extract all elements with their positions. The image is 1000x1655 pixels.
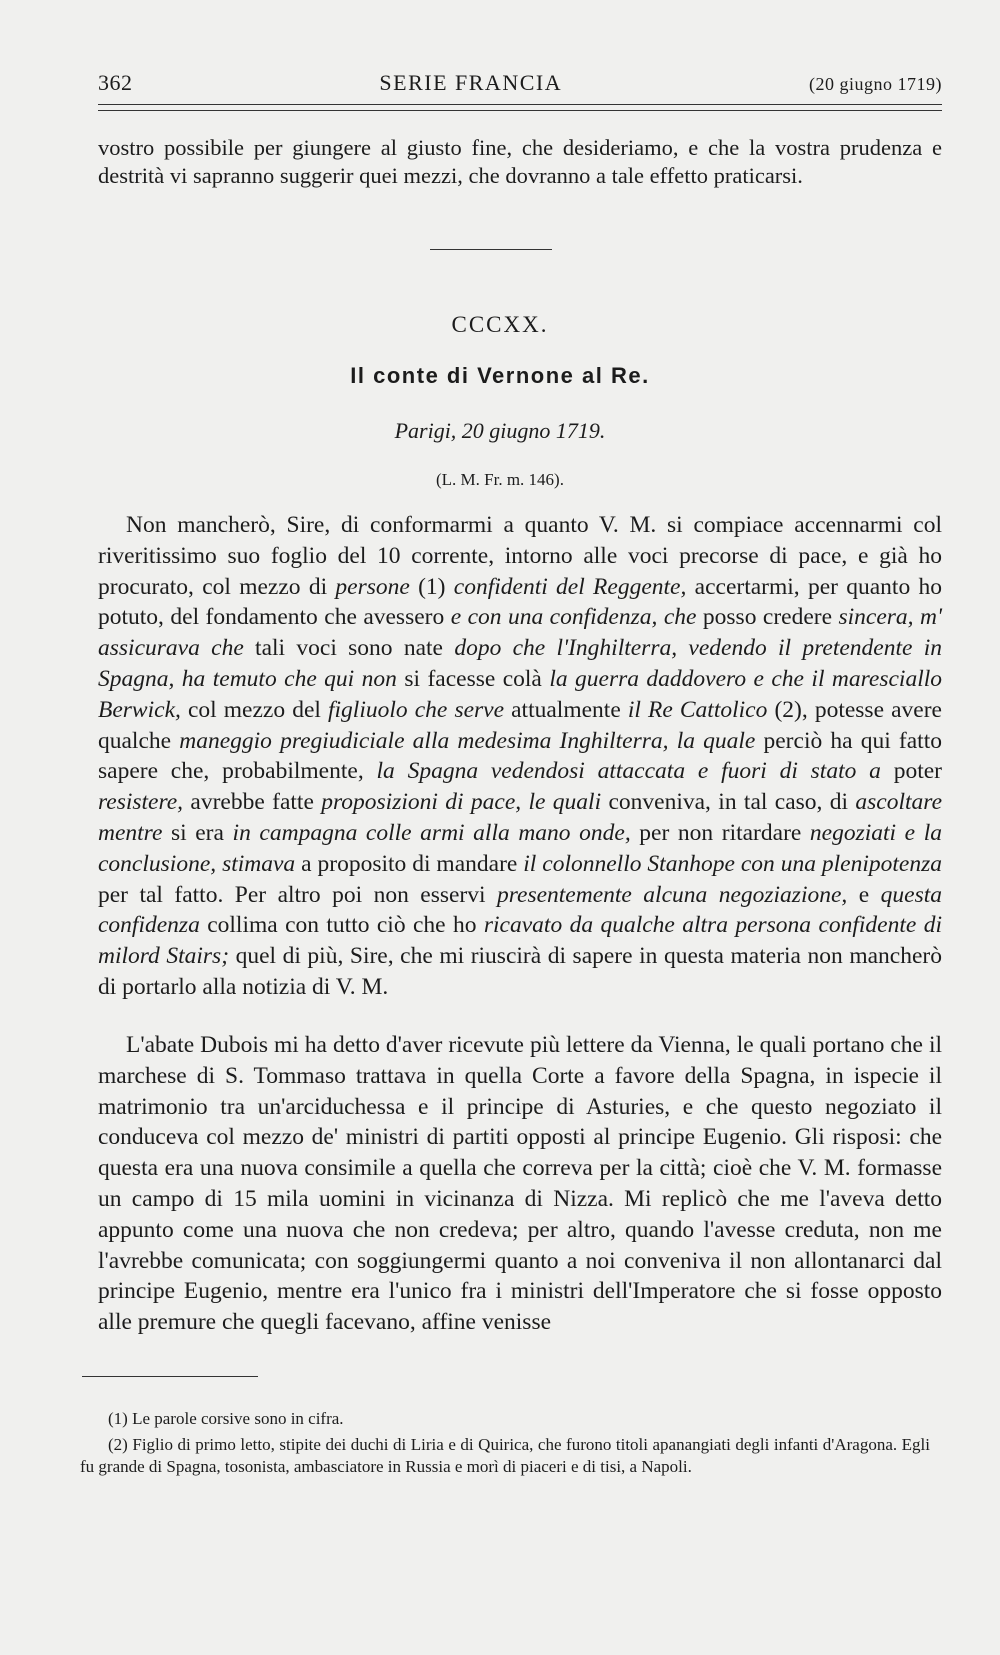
italic-cipher-run: la Spagna vedendosi attaccata e fuori di stato a — [376, 758, 881, 785]
text-run: avrebbe fatte — [183, 789, 322, 816]
italic-cipher-run: ricavato da qualche altra persona confidente di milord Stairs; — [98, 912, 942, 970]
text-run: col mezzo del — [180, 696, 328, 723]
italic-cipher-run: maneggio pregiudiciale alla medesima Inghilterra, la quale — [179, 727, 756, 754]
text-run: poter — [880, 758, 943, 785]
text-run: tali voci sono nate — [243, 635, 455, 662]
text-run: conveniva, in tal caso, di — [601, 789, 856, 816]
running-head — [98, 70, 942, 100]
footnote-mark: (2) — [108, 1435, 128, 1454]
letter-number: CCCXX. — [451, 312, 549, 337]
text-run: Non mancherò, Sire, di conformarmi a quanto V. M. si compiace accennarmi col riveritissimo suo foglio del 10 corrente, intorno alle voci precorse di pace, e già ho procurato, col mezzo di — [98, 512, 942, 600]
letter-paragraph-1 — [98, 510, 942, 1003]
continuation-paragraph: vostro possibile per giungere al giusto fine, che desideriamo, e che la vostra prudenza e destrità vi sapranno suggerir quei mezzi, che dovranno a tale effetto praticarsi. — [98, 135, 942, 188]
italic-cipher-run: proposizioni di pace, le quali — [321, 789, 602, 816]
running-head-date: (20 giugno 1719) — [809, 74, 942, 94]
italic-cipher-run: confidenti del Reggente, — [453, 573, 687, 600]
italic-cipher-run: questa confidenza — [98, 881, 942, 939]
italic-cipher-run: la guerra daddovero e che il maresciallo Berwick, — [98, 665, 942, 723]
text-run: si era — [162, 819, 233, 846]
footnote-1 — [80, 1408, 930, 1430]
text-run: attualmente — [504, 696, 628, 723]
italic-cipher-run: il colonnello Stanhope con una plenipotenza — [523, 850, 942, 877]
letter-paragraph-2: L'abate Dubois mi ha detto d'aver ricevute più lettere da Vienna, le quali portano che il marchese di S. Tommaso trattava in quella Corte a favore della Spagna, in ispecie il matrimonio tra un'arciduchessa e il principe di Asturies, e che questo negoziato il conduceva col mezzo de' ministri di partiti opposti al principe Eugenio. Gli risposi: che questa era una nuova consimile a quella che correva per la città; cioè che V. M. formasse un campo di 15 mila uomini in vicinanza di Nizza. Mi replicò che me l'aveva detto appunto come una nuova che non credeva; per altro, quando l'avesse creduta, non me l'avrebbe comunicata; con soggiungermi quanto a noi conveniva il non allontanarci dal principe Eugenio, mentre era l'unico fra i ministri dell'Imperatore che si fosse opposto alle premure che quegli facevano, affine venisse — [98, 1032, 942, 1336]
text-run: posso credere — [696, 604, 839, 631]
italic-cipher-run: figliuolo che serve — [328, 696, 505, 723]
text-run: e — [847, 881, 881, 908]
text-run: a proposito di mandare — [295, 850, 524, 877]
text-run: collima con tutto ciò che ho — [199, 912, 484, 939]
italic-cipher-run: ascoltare mentre — [98, 789, 942, 846]
letter-place-date: Parigi, 20 giugno 1719. — [394, 418, 606, 443]
italic-cipher-run: persone — [335, 573, 410, 600]
footnote-text: Figlio di primo letto, stipite dei duchi di Liria e di Quirica, che furono titoli apanangiati degli infanti d'Aragona. Egli fu grande di Spagna, tosonista, ambasciatore in Russia e morì di piaceri e di tisi, a Napoli. — [80, 1435, 931, 1476]
series-title: SERIE FRANCIA — [379, 70, 563, 95]
text-run: per tal fatto. Per altro poi non esservi — [98, 881, 497, 908]
italic-cipher-run: negoziati e la conclusione, stimava — [98, 819, 942, 877]
italic-cipher-run: e con una confidenza, che — [450, 604, 697, 631]
italic-cipher-run: presentemente alcuna negoziazione, — [496, 881, 848, 908]
text-run: si facesse colà — [396, 665, 550, 692]
footnote-rule — [82, 1376, 258, 1377]
header-double-rule — [98, 104, 942, 111]
section-divider — [430, 249, 552, 250]
text-run: (2), potesse avere qualche — [98, 696, 942, 754]
letter-title: Il conte di Vernone al Re. — [350, 363, 650, 388]
letter-source: (L. M. Fr. m. 146). — [436, 470, 564, 489]
footnotes — [80, 1408, 930, 1482]
italic-cipher-run: in campagna colle armi alla mano onde, — [232, 819, 631, 846]
text-run: perciò ha qui fatto sapere che, probabilmente, — [98, 727, 942, 785]
italic-cipher-run: il Re Cattolico — [627, 696, 768, 723]
italic-cipher-run: sincera, m' assicurava che — [98, 604, 943, 662]
italic-cipher-run: resistere, — [98, 789, 184, 816]
text-run: accertarmi, per quanto ho potuto, del fondamento che avessero — [98, 573, 942, 631]
footnote-text: Le parole corsive sono in cifra. — [132, 1409, 344, 1428]
text-run: (1) — [409, 573, 454, 600]
page-number: 362 — [98, 70, 133, 95]
italic-cipher-run: dopo che l'Inghilterra, vedendo il pretendente in Spagna, ha temuto che qui non — [98, 635, 943, 692]
text-run: per non ritardare — [630, 819, 810, 846]
footnote-mark: (1) — [108, 1409, 128, 1428]
text-run: quel di più, Sire, che mi riuscirà di sapere in questa materia non mancherò di portarlo alla notizia di V. M. — [98, 943, 942, 1000]
footnote-2 — [80, 1434, 930, 1478]
